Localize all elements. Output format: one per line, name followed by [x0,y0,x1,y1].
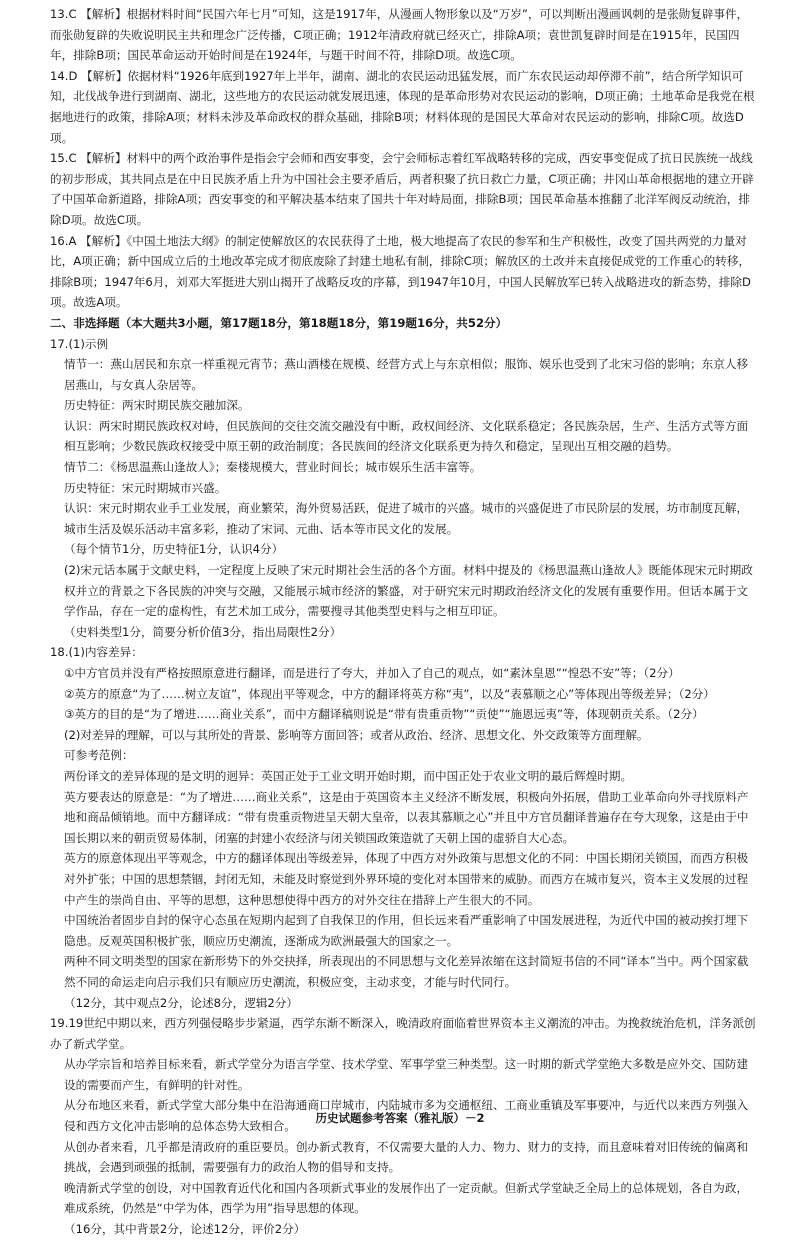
answer-17-head: 17.(1)示例 [50,336,109,351]
answer-19-line: 晚清新式学堂的创设，对中国教育近代化和国内各项新式事业的发展作出了一定贡献。但新式学堂缺乏全局上的总体规划，各自为政，难成系统，仍然是“中学为体，西学为用”指导思想的体现。 [64,1180,749,1216]
answer-18-line: ③英方的目的是“为了增进……商业关系”，而中方翻译稿则说是“带有贵重贡物”“贡使”“施恩远夷”等，体现朝贡关系。（2分） [64,707,704,722]
answer-18-line: （12分，其中观点2分，论述8分，逻辑2分） [64,995,298,1010]
answer-17-line: （每个情节1分，历史特征1分，认识4分） [64,542,284,557]
answer-18-line: 英方要表达的原意是：“为了增进……商业关系”，这是由于英国资本主义经济不断发展，积极向外拓展，借助工业革命向外寻找原料产地和商品倾销地。而中方翻译成：“带有贵重贡物进呈天朝大皇帝，以表其慕顺之心”并且中方官员翻译普遍存在夸大现象，这是由于中国长期以来的朝贡贸易体制，闭塞的封建小农经济与闭关锁国政策造就了天朝上国的虚骄自大心态。 [64,789,749,845]
answer-18-line: ②英方的原意“为了……树立友谊”，体现出平等观念，中方的翻译将英方称“夷”，以及“表慕顺之心”等体现出等级差异；（2分） [64,686,715,701]
answer-18-line: 两份译文的差异体现的是文明的迥异：英国正处于工业文明开始时期，而中国正处于农业文明的最后辉煌时期。 [64,768,633,783]
answer-18-head: 18.(1)内容差异： [50,645,143,660]
answer-19-line: （16分，其中背景2分，论述12分，评价2分） [64,1222,306,1237]
answer-19-line: 从办学宗旨和培养目标来看，新式学堂分为语言学堂、技术学堂、军事学堂三种类型。这一时期的新式学堂绝大多数是应外交、国防建设的需要而产生，有鲜明的针对性。 [64,1057,749,1092]
answer-17-line: 情节二：《杨思温燕山逢故人》；秦楼规模大，营业时间长；城市娱乐生活丰富等。 [64,460,482,475]
answer-17-line: 情节一：燕山居民和东京一样重视元宵节；燕山酒楼在规模、经营方式上与东京相似；服饰、娱乐也受到了北宋习俗的影响；东京人移居燕山，与女真人杂居等。 [64,357,749,392]
answer-18-line: 可参考范例： [64,748,134,763]
answer-17-line: （史料类型1分，简要分析价值3分，指出局限性2分） [64,624,342,639]
answer-18-line: 两种不同文明类型的国家在新形势下的外交抉择，所表现出的不同思想与文化差异浓缩在这封简短书信的不同“译本”当中。两个国家截然不同的命运走向启示我们只有顺应历史潮流，积极应变，主动求变，才能与时代同行。 [64,954,749,989]
answer-19-head: 19.19世纪中期以来，西方列强侵略步步紧逼，西学东渐不断深入，晚清政府面临着世界资本主义潮流的冲击。为挽救统治危机，洋务派创办了新式学堂。 [50,1016,756,1051]
answer-18-line: 中国统治者固步自封的保守心态虽在短期内起到了自我保卫的作用，但长远来看严重影响了中国发展进程，为近代中国的被动挨打埋下隐患。反观英国积极扩张，顺应历史潮流，逐渐成为欧洲最强大的国家之一。 [64,913,749,948]
answer-19-line: 从分布地区来看，新式学堂大部分集中在沿海通商口岸城市，内陆城市多为交通枢纽、工商业重镇及军事要冲，与近代以来西方列强入侵和西方文化冲击影响的总体态势大致相合。 [64,1098,749,1134]
answer-14: 14.D 【解析】依据材料“1926年底到1927年上半年，湖南、湖北的农民运动迅猛发展，而广东农民运动却停滞不前”，结合所学知识可知，北伐战争进行到湖南、湖北，这些地方的农民运动就发展迅速，体现的是革命形势对农民运动的影响，D项正确；土地革命是我党在根据地进行的政策，排除A项；材料未涉及革命政权的群众基础，排除B项；材料体现的是国民大革命对农民运动的影响，排除C项。故选D项。 [50,68,755,145]
answer-content [50,4,756,1240]
answer-17-line: 认识：两宋时期民族政权对峙，但民族间的交往交流交融没有中断，政权间经济、文化联系稳定；各民族杂居，生产、生活方式等方面相互影响；少数民族政权接受中原王朝的政治制度；各民族间的经济文化联系更为持久和稳定，呈现出互相交融的趋势。 [64,418,749,454]
answer-17-line: 认识：宋元时期农业手工业发展，商业繁荣，海外贸易活跃，促进了城市的兴盛。城市的兴盛促进了市民阶层的发展，坊市制度瓦解，城市生活及娱乐活动丰富多彩，推动了宋词、元曲、话本等市民文化的发展。 [64,501,749,536]
answer-18-line: ①中方官员并没有严格按照原意进行翻译，而是进行了夸大，并加入了自己的观点，如“素沐皇恩”“惶恐不安”等；（2分） [64,666,680,680]
section-heading-nonchoice: 二、非选择题（本大题共3小题，第17题18分，第18题18分，第19题16分，共52分） [50,315,508,330]
answer-15: 15.C 【解析】材料中的两个政治事件是指会宁会师和西安事变，会宁会师标志着红军战略转移的完成，西安事变促成了抗日民族统一战线的初步形成，其共同点是在中日民族矛盾上升为中国社会主要矛盾后，两者积聚了抗日救亡力量，C项正确；井冈山革命根据地的建立开辟了中国革命新道路，排除A项；西安事变的和平解决基本结束了国共十年对峙局面，排除B项；国民革命基本推翻了北洋军阀反动统治，排除D项。故选C项。 [50,151,754,227]
answer-16: 16.A 【解析】《中国土地法大纲》的制定使解放区的农民获得了土地，极大地提高了农民的参军和生产积极性，改变了国共两党的力量对比，A项正确；新中国成立后的土地改革完成才彻底废除了封建土地私有制，排除C项；解放区的土改并未直接促成党的工作重心的转移，排除B项；1947年6月，刘邓大军挺进大别山揭开了战略反攻的序幕，到1947年10月，中国人民解放军已转入战略进攻的新态势，排除D项。故选A项。 [50,233,751,310]
answer-13: 13.C 【解析】根据材料时间“民国六年七月”可知，这是1917年，从漫画人物形象以及“万岁”，可以判断出漫画讽刺的是张勋复辟事件，而张勋复辟的失败说明民主共和理念广泛传播，C项正确；1912年清政府就已经灭亡，排除A项；袁世凯复辟时间是在1915年，民国四年，排除B项；国民革命运动开始时间是在1924年，与题干时间不符，排除D项。故选C项。 [50,7,749,63]
answer-17-line: 历史特征：两宋时期民族交融加深。 [64,398,250,413]
answer-18-line: 英方的原意体现出平等观念，中方的翻译体现出等级差异，体现了中西方对外政策与思想文化的不同：中国长期闭关锁国，而西方积极对外扩张；中国的思想禁锢，封闭无知，未能及时察觉到外界环境的变化对本国带来的威胁。而西方在城市复兴，资本主义发展的过程中产生的崇尚自由、平等的思想，这种思想使得中西方的对外交往在措辞上产生很大的不同。 [64,851,749,907]
answer-19-line: 从创办者来看，几乎都是清政府的重臣要员。创办新式教育，不仅需要大量的人力、物力、财力的支持，而且意味着对旧传统的偏离和挑战，会遇到顽强的抵制，需要强有力的政治人物的倡导和支持。 [64,1139,749,1175]
page-footer: 历史试题参考答案（雅礼版）－2 [315,1111,485,1125]
answer-18-line: (2)对差异的理解，可以与其所处的背景、影响等方面回答；或者从政治、经济、思想文化、外交政策等方面理解。 [64,727,649,742]
answer-17-line: (2)宋元话本属于文献史料，一定程度上反映了宋元时期社会生活的各个方面。材料中提及的《杨思温燕山逢故人》既能体现宋元时期政权并立的背景之下各民族的冲突与交融，又能展示城市经济的繁盛，对于研究宋元时期政治经济文化的发展有重要作用。但话本属于文学作品，存在一定的虚构性，有艺术加工成分，需要搜寻其他类型史料与之相互印证。 [64,563,753,619]
answer-17-line: 历史特征：宋元时期城市兴盛。 [64,480,227,495]
